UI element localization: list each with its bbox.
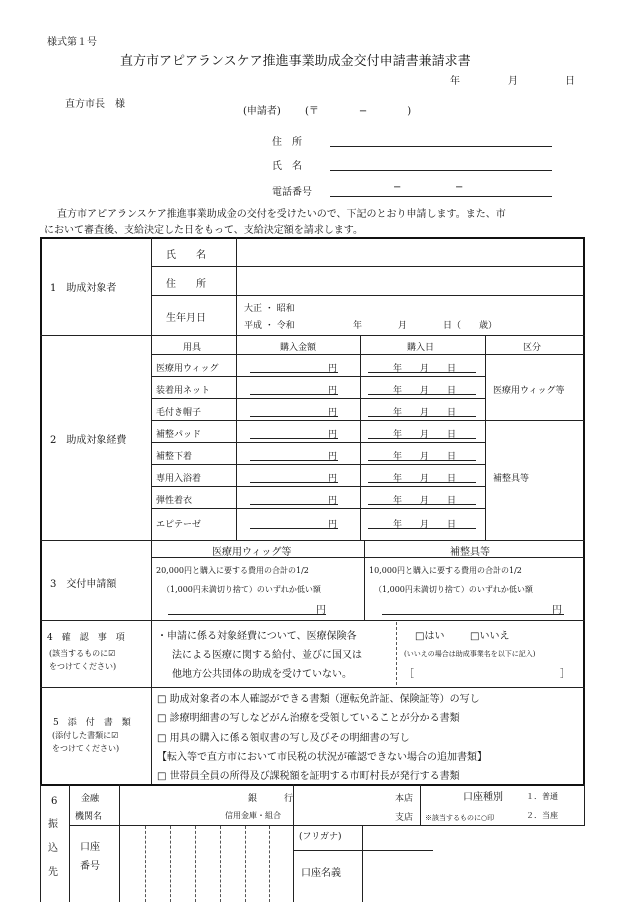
date-underline: [368, 394, 476, 395]
date-year-label: 年: [450, 76, 460, 87]
purchase-date-field[interactable]: 年 月 日: [393, 364, 457, 374]
birthdate-label: 生年月日: [166, 313, 206, 324]
amount-field[interactable]: [250, 394, 338, 395]
amount-field[interactable]: [250, 460, 338, 461]
section6-char: 振: [48, 819, 58, 830]
date-underline: [368, 438, 476, 439]
yen-unit: 円: [328, 408, 338, 418]
subject-address-label: 住 所: [166, 279, 206, 290]
institution-label-1: 金融: [81, 794, 100, 804]
date-underline: [368, 528, 476, 529]
date-underline: [368, 416, 476, 417]
birthdate-fields[interactable]: 年 月 日（ 歳）: [353, 321, 498, 331]
era-option-1[interactable]: 大正 ・ 昭和: [244, 304, 295, 314]
wig-amount-field[interactable]: [168, 614, 326, 615]
furigana-field[interactable]: [365, 828, 580, 848]
wig-yen: 円: [316, 605, 326, 616]
col-header-category: 区分: [523, 343, 542, 353]
date-month-label: 月: [508, 76, 518, 87]
col-header-item: 用具: [183, 343, 202, 353]
purchase-date-field[interactable]: 年 月 日: [393, 520, 457, 530]
yen-unit: 円: [328, 474, 338, 484]
account-type-note: ※該当するものに○印: [425, 814, 495, 822]
purchase-date-field[interactable]: 年 月 日: [393, 408, 457, 418]
addressee: 直方市長 様: [65, 99, 125, 110]
section4-note-2: をつけてください): [49, 662, 117, 671]
date-underline: [368, 482, 476, 483]
date-underline: [368, 372, 476, 373]
item-label: 医療用ウィッグ: [156, 364, 219, 374]
item-label: エピテーゼ: [156, 520, 201, 530]
item-label: 毛付き帽子: [156, 408, 202, 418]
institution-label-2: 機関名: [75, 812, 103, 822]
confirm-text-1: ・申請に係る対象経費について、医療保険各: [157, 631, 357, 642]
page-title: 直方市アピアランスケア推進事業助成金交付申請書兼請求書: [120, 54, 471, 69]
confirm-yes-checkbox[interactable]: □はい: [415, 631, 445, 642]
purchase-date-field[interactable]: 年 月 日: [393, 386, 457, 396]
account-holder-field[interactable]: [365, 853, 580, 898]
yen-unit: 円: [328, 364, 338, 374]
account-type-label: 口座種別: [463, 792, 503, 803]
attachment-checkbox[interactable]: □ 診療明細書の写しなどがん治療を受領していることが分かる書類: [157, 713, 460, 724]
furigana-label: (フリガナ): [299, 832, 342, 842]
attachment-note-heading: 【転入等で直方市において市民税の状況が確認できない場合の追加書類】: [157, 752, 487, 763]
aids-amount-field[interactable]: [382, 614, 564, 615]
yen-unit: 円: [328, 430, 338, 440]
amount-field[interactable]: [250, 372, 338, 373]
sub-branch[interactable]: 支店: [395, 813, 414, 823]
section1-label: 1 助成対象者: [50, 283, 117, 294]
bracket-open: ［: [404, 669, 414, 680]
amount-field[interactable]: [250, 504, 338, 505]
section3-label: 3 交付申請額: [50, 579, 117, 590]
wig-header: 医療用ウィッグ等: [212, 547, 292, 558]
aids-header: 補整具等: [450, 547, 490, 558]
amount-field[interactable]: [250, 528, 338, 529]
purchase-date-field[interactable]: 年 月 日: [393, 452, 457, 462]
col-header-amount: 購入金額: [280, 343, 317, 353]
section2-label: 2 助成対象経費: [50, 435, 127, 446]
bank-suffix[interactable]: 銀 行: [248, 794, 294, 804]
item-label: 弾性着衣: [156, 496, 193, 506]
wig-rule-1: 20,000円と購入に要する費用の合計の1/2: [156, 566, 309, 575]
applicant-label: (申請者): [243, 106, 281, 117]
phone-label: 電話番号: [272, 187, 312, 198]
yen-unit: 円: [328, 496, 338, 506]
aids-rule-1: 10,000円と購入に要する費用の合計の1/2: [369, 566, 522, 575]
category-wig: 医療用ウィッグ等: [493, 386, 565, 396]
section6-char: 6: [51, 796, 58, 807]
item-label: 補整パッド: [156, 430, 202, 440]
intro-text-1: 直方市アピアランスケア推進事業助成金の交付を受けたいので、下記のとおり申請します。また、市: [57, 209, 506, 220]
attachment-checkbox[interactable]: □ 用具の購入に係る領収書の写し及びその明細書の写し: [157, 733, 410, 744]
amount-field[interactable]: [250, 438, 338, 439]
section4-note-1: (該当するものに☑: [49, 649, 116, 658]
account-number-label-1: 口座: [80, 842, 100, 853]
item-label: 専用入浴着: [156, 474, 202, 484]
section5-note-1: (添付した書類に☑: [52, 731, 119, 740]
confirm-text-2: 法による医療に関する給付、並びに国又は: [172, 650, 362, 661]
other-subsidy-field[interactable]: [418, 666, 556, 678]
address-label: 住 所: [272, 137, 302, 148]
name-field[interactable]: [330, 170, 552, 171]
confirm-text-3: 他地方公共団体の助成を受けていない。: [172, 669, 352, 680]
account-type-current[interactable]: ２．当座: [526, 811, 558, 820]
name-label: 氏 名: [272, 161, 302, 172]
section5-note-2: をつけてください): [52, 744, 120, 753]
yen-unit: 円: [328, 386, 338, 396]
account-holder-label: 口座名義: [301, 868, 341, 879]
date-underline: [368, 504, 476, 505]
amount-field[interactable]: [250, 482, 338, 483]
main-branch[interactable]: 本店: [395, 794, 414, 804]
era-option-2[interactable]: 平成 ・ 令和: [244, 321, 295, 331]
phone-dash-2: −: [455, 182, 464, 193]
item-label: 装着用ネット: [156, 386, 211, 396]
confirm-no-note: (いいえの場合は助成事業名を以下に記入): [404, 650, 536, 658]
confirm-no-checkbox[interactable]: □いいえ: [470, 631, 510, 642]
purchase-date-field[interactable]: 年 月 日: [393, 474, 457, 484]
aids-rule-2: （1,000円未満切り捨て）のいずれか低い額: [374, 585, 533, 594]
section6-char: 先: [48, 867, 58, 878]
section5-label: 5 添 付 書 類: [53, 718, 131, 728]
category-aids: 補整具等: [493, 474, 530, 484]
bracket-close: ］: [560, 669, 570, 680]
yen-unit: 円: [328, 452, 338, 462]
col-header-date: 購入日: [407, 343, 435, 353]
phone-field[interactable]: [330, 196, 552, 197]
attachment-checkbox[interactable]: □ 助成対象者の本人確認ができる書類（運転免許証、保険証等）の写し: [157, 694, 480, 705]
form-number: 様式第１号: [47, 37, 97, 48]
section4-label: 4 確 認 事 項: [47, 633, 125, 643]
subject-name-label: 氏 名: [166, 250, 206, 261]
amount-field[interactable]: [250, 416, 338, 417]
account-type-ordinary[interactable]: １．普通: [526, 792, 558, 801]
wig-rule-2: （1,000円未満切り捨て）のいずれか低い額: [162, 585, 321, 594]
section6-char: 込: [48, 843, 58, 854]
coop-suffix[interactable]: 信用金庫・組合: [225, 811, 281, 820]
postal-code-field[interactable]: (〒 − ): [305, 106, 412, 117]
phone-dash-1: −: [393, 182, 402, 193]
date-underline: [368, 460, 476, 461]
purchase-date-field[interactable]: 年 月 日: [393, 430, 457, 440]
purchase-date-field[interactable]: 年 月 日: [393, 496, 457, 506]
aids-yen: 円: [552, 605, 562, 616]
attachment-checkbox[interactable]: □ 世帯員全員の所得及び課税額を証明する市町村長が発行する書類: [157, 771, 460, 782]
account-number-label-2: 番号: [80, 861, 100, 872]
address-field[interactable]: [330, 146, 552, 147]
item-label: 補整下着: [156, 452, 193, 462]
yen-unit: 円: [328, 520, 338, 530]
date-day-label: 日: [565, 76, 575, 87]
intro-text-2: において審査後、支給決定した日をもって、支給決定額を請求します。: [44, 225, 363, 236]
